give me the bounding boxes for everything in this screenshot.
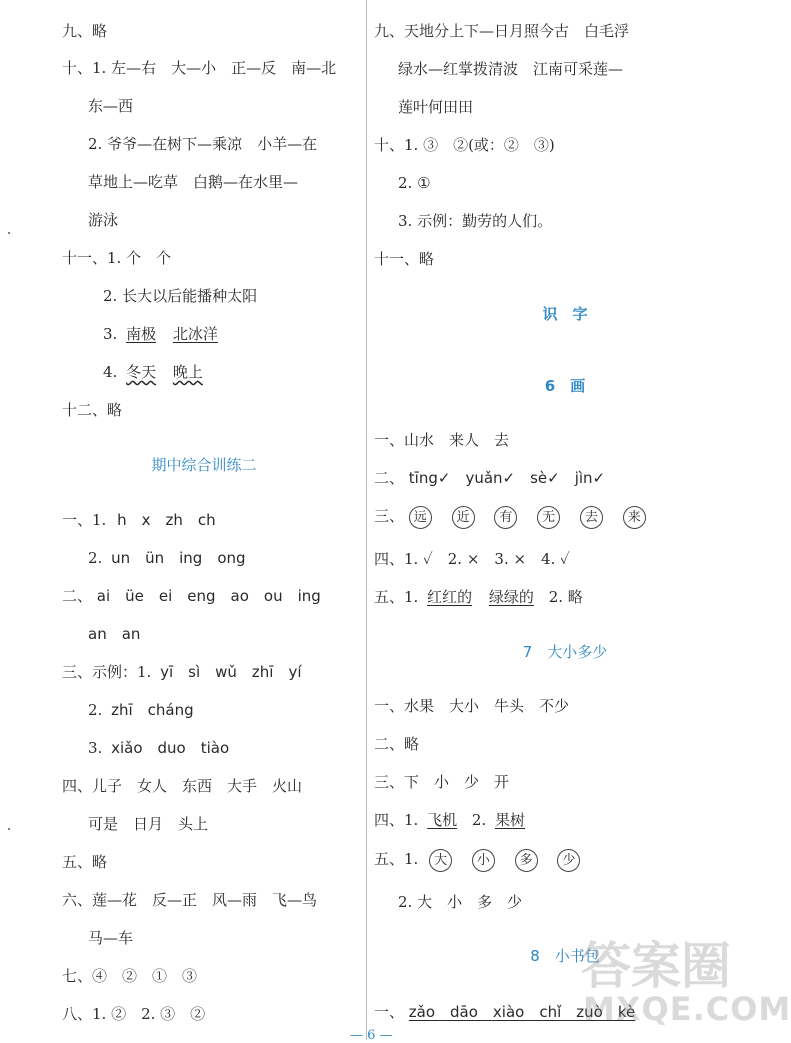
answer-line: 五、略 <box>62 853 108 871</box>
wavy-answer: 晚上 <box>172 363 203 381</box>
watermark-logo: 答案圈 MXQE.COM <box>581 937 791 1028</box>
pinyin: h x zh ch <box>117 511 216 529</box>
answer-line: 六、莲—花 反—正 风—雨 飞—鸟 <box>62 891 318 909</box>
answer-line: 三、下 小 少 开 <box>374 773 510 791</box>
answer-line: 五、1. 红红的 绿绿的 2. 略 <box>374 588 583 606</box>
circled-character: 远 <box>409 506 432 529</box>
answer-line: 马—车 <box>88 929 134 947</box>
underlined-answer: 北冰洋 <box>172 325 218 343</box>
answer-line: 二、略 <box>374 735 420 753</box>
answer-line: 九、略 <box>62 22 108 40</box>
circled-character: 小 <box>472 849 495 872</box>
section-title: 期中综合训练二 <box>151 456 257 474</box>
circled-character: 来 <box>623 506 646 529</box>
answer-line: 一、山水 来人 去 <box>374 431 510 449</box>
lesson-title: 8 小书包 <box>530 947 600 965</box>
underlined-answer: 飞机 <box>427 811 458 829</box>
answer-line: 可是 日月 头上 <box>88 815 209 833</box>
answer-line: 四、儿子 女人 东西 大手 火山 <box>62 777 303 795</box>
pinyin-line: an an <box>88 625 141 643</box>
pinyin: zhī cháng <box>111 701 194 719</box>
answer-line: 七、④ ② ① ③ <box>62 967 198 985</box>
circled-character: 多 <box>515 849 538 872</box>
scan-speck <box>8 232 10 234</box>
answer-line: 游泳 <box>88 211 119 229</box>
answer-line: 十一、1. 个 个 <box>62 249 172 267</box>
answer-line: 一、水果 大小 牛头 不少 <box>374 697 570 715</box>
answer-line: 十二、略 <box>62 401 123 419</box>
circled-character: 大 <box>429 849 452 872</box>
section-title: 识 字 <box>542 305 588 323</box>
answer-line: 二、 ai üe ei eng ao ou ing <box>62 587 321 605</box>
item-number: 4. <box>103 363 118 381</box>
pinyin: yī sì wǔ zhī yí <box>160 663 302 681</box>
answer-line: 3. xiǎo duo tiào <box>88 739 230 757</box>
answer-line: 莲叶何田田 <box>398 98 474 116</box>
circled-character: 无 <box>537 506 560 529</box>
pinyin: ai üe ei eng ao ou ing <box>96 587 321 605</box>
wavy-answer: 冬天 <box>126 363 157 381</box>
answer-line: 2. 大 小 多 少 <box>398 893 523 911</box>
answer-line <box>103 362 203 382</box>
answer-line: 十一、略 <box>374 250 435 268</box>
pinyin: tīng✓ yuǎn✓ sè✓ jìn✓ <box>408 469 606 487</box>
underlined-answer: 果树 <box>494 811 525 829</box>
pinyin: un ün ing ong <box>111 549 246 567</box>
answer-line: 2. 长大以后能播种太阳 <box>103 287 258 305</box>
page-number: — 6 — <box>350 1028 393 1043</box>
column-divider <box>366 0 367 1040</box>
answer-line: 九、天地分上下—日月照今古 白毛浮 <box>374 22 630 40</box>
answer-line: 东—西 <box>88 97 134 115</box>
answer-line: 草地上—吃草 白鹅—在水里— <box>88 173 299 191</box>
answer-line: 三、 远 近 有 无 去 来 <box>374 505 661 529</box>
underlined-answer: 红红的 <box>427 588 473 606</box>
circled-character: 近 <box>452 506 475 529</box>
answer-line: 2. 爷爷—在树下—乘凉 小羊—在 <box>88 135 318 153</box>
answer-line: 绿水—红掌拨清波 江南可采莲— <box>398 60 624 78</box>
item-number: 3. <box>103 325 118 343</box>
underlined-answer: 南极 <box>126 325 157 343</box>
answer-line: 2. zhī cháng <box>88 701 194 719</box>
lesson-title: 6 画 <box>544 377 586 395</box>
answer-line: 四、1. ✓ 2. × 3. × 4. ✓ <box>374 550 570 568</box>
answer-line: 八、1. ② 2. ③ ② <box>62 1005 206 1023</box>
answer-line: 十、1. 左—右 大—小 正—反 南—北 <box>62 59 337 77</box>
answer-line: 二、 tīng✓ yuǎn✓ sè✓ jìn✓ <box>374 469 606 487</box>
answer-line: 一、 zǎo dāo xiào chǐ zuò kè <box>374 1003 636 1021</box>
answer-line <box>103 324 218 344</box>
circled-character: 少 <box>557 849 580 872</box>
scan-speck <box>8 828 10 830</box>
answer-line: 五、1. 大 小 多 少 <box>374 848 595 872</box>
answer-line: 3. 示例：勤劳的人们。 <box>398 212 553 230</box>
underlined-answer: 绿绿的 <box>488 588 534 606</box>
lesson-title: 7 大小多少 <box>522 643 608 661</box>
answer-line: 2. ① <box>398 174 431 192</box>
answer-line: 一、1. h x zh ch <box>62 511 216 529</box>
pinyin: xiǎo duo tiào <box>111 739 230 757</box>
answer-line: 三、示例：1. yī sì wǔ zhī yí <box>62 663 302 681</box>
circled-character: 去 <box>580 506 603 529</box>
pinyin: zǎo dāo xiào chǐ zuò kè <box>408 1003 636 1021</box>
answer-line: 2. un ün ing ong <box>88 549 246 567</box>
circled-character: 有 <box>494 506 517 529</box>
answer-line: 十、1. ③ ②(或：② ③) <box>374 136 555 154</box>
answer-line: 四、1. 飞机 2. 果树 <box>374 811 525 829</box>
